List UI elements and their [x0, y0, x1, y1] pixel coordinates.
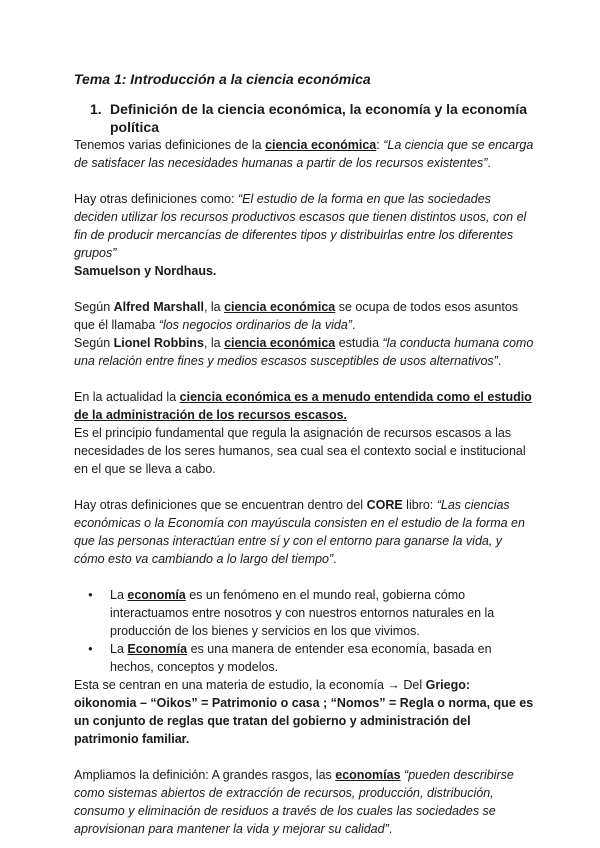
bullet-list [74, 586, 534, 676]
section-heading [90, 100, 534, 136]
list-item: ● La Economía es una manera de entender esa economía, basada en hechos, conceptos y modelos. [74, 640, 534, 676]
section-heading-text: Definición de la ciencia económica, la economía y la economía política [110, 101, 528, 135]
list-item: ● La economía es un fenómeno en el mundo real, gobierna cómo interactuamos entre nosotros y con nuestros entornos naturales en la producción de los bienes y servicios en los que vivimos. [74, 586, 534, 640]
paragraph-definitions: Tenemos varias definiciones de la ciencia económica: “La ciencia que se encarga de satisfacer las necesidades humanas a partir de los recursos existentes”. [74, 138, 534, 170]
paragraph-principio: Es el principio fundamental que regula la asignación de recursos escasos a las necesidades de los seres humanos, sea cual sea el contexto social e institucional en el que se lleva a cabo. [74, 426, 526, 476]
paragraph-actualidad: En la actualidad la ciencia económica es a menudo entendida como el estudio de la administración de los recursos escasos. [74, 390, 532, 422]
paragraph-core: Hay otras definiciones que se encuentran dentro del CORE libro: “Las ciencias económicas o la Economía con mayúscula consisten en el estudio de la forma en que las personas interactúan entre sí y con el entorno para ganarse la vida, y cómo esto va cambiando a lo largo del tiempo”. [74, 498, 525, 566]
paragraph-marshall: Según Alfred Marshall, la ciencia económica se ocupa de todos esos asuntos que él llamaba “los negocios ordinarios de la vida”. [74, 300, 519, 332]
paragraph-robbins: Según Lionel Robbins, la ciencia económica estudia “la conducta humana como una relación entre fines y medios escasos susceptibles de usos alternativos”. [74, 336, 534, 368]
section-number: 1. [90, 101, 102, 117]
document-title: Tema 1: Introducción a la ciencia económica [74, 71, 371, 87]
paragraph-samuelson: Hay otras definiciones como: “El estudio de la forma en que las sociedades deciden utilizar los recursos productivos escasos que tienen distintos usos, con el fin de producir mercancías de diferentes tipos y distribuirlas entre los diferentes grupos” Samuelson y Nordhaus. [74, 192, 527, 278]
document-page [74, 70, 534, 838]
paragraph-ampliamos: Ampliamos la definición: A grandes rasgos, las economías “pueden describirse como sistemas abiertos de extracción de recursos, producción, distribución, consumo y eliminación de residuos a través de los cuales las sociedades se aprovisionan para mantener la vida y mejorar su calidad”. [74, 768, 514, 836]
paragraph-griego: Esta se centran en una materia de estudio, la economía → Del Griego: oikonomia – “Oikos” = Patrimonio o casa ; “Nomos” = Regla o norma, que es un conjunto de reglas que tratan del gobierno y administración del patrimonio familiar. [74, 678, 534, 746]
